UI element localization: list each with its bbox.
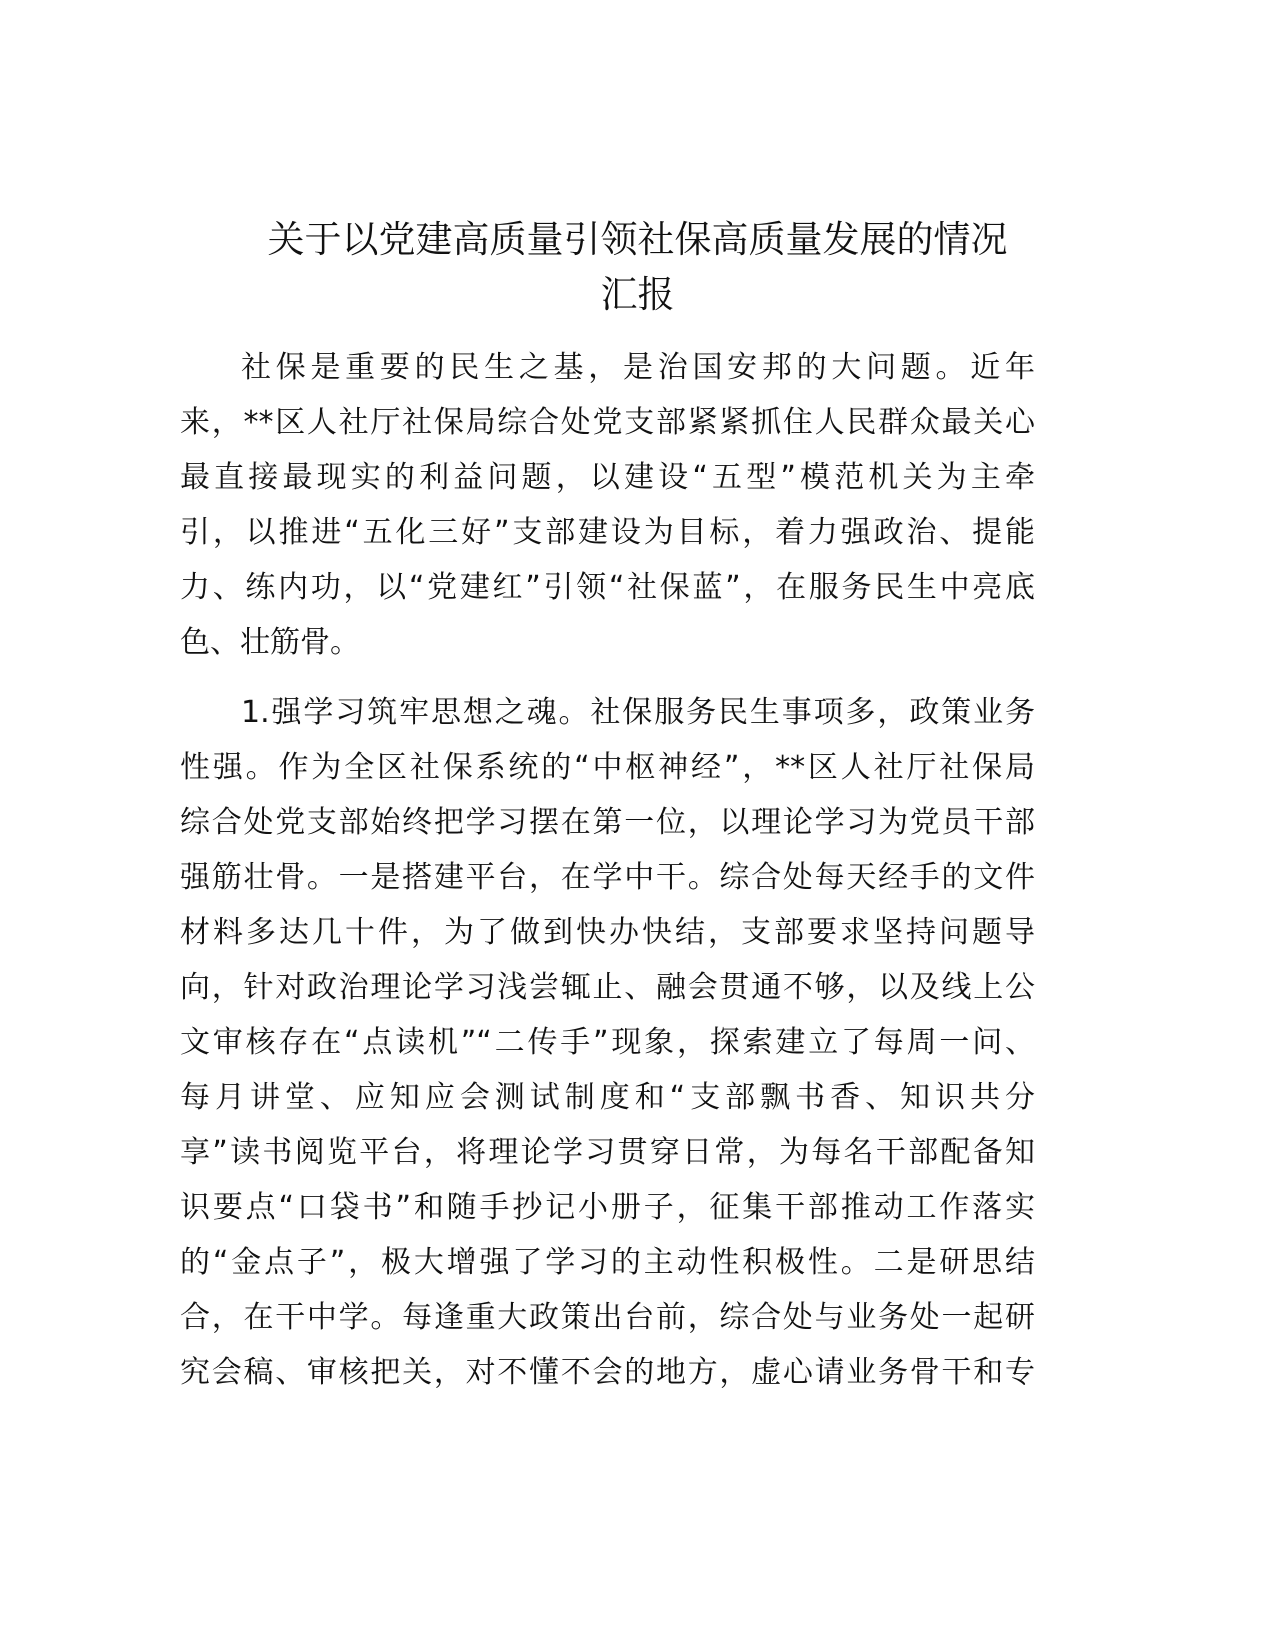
- text-line: 材料多达几十件，为了做到快办快结，支部要求坚持问题导: [180, 915, 1035, 950]
- paragraph-intro: [180, 340, 1035, 670]
- document-title-line-1: 关于以党建高质量引领社保高质量发展的情况: [267, 218, 1008, 261]
- text-line: 向，针对政治理论学习浅尝辄止、融会贯通不够，以及线上公: [180, 970, 1035, 1005]
- text-line: 强筋壮骨。一是搭建平台，在学中干。综合处每天经手的文件: [180, 860, 1035, 895]
- text-line: 性强。作为全区社保系统的“中枢神经”，**区人社厅社保局: [180, 750, 1035, 785]
- text-line: 力、练内功，以“党建红”引领“社保蓝”，在服务民生中亮底: [180, 570, 1035, 605]
- text-line: 引，以推进“五化三好”支部建设为目标，着力强政治、提能: [180, 515, 1035, 550]
- text-line: 社保是重要的民生之基，是治国安邦的大问题。近年: [241, 350, 1035, 385]
- text-line: 每月讲堂、应知应会测试制度和“支部飘书香、知识共分: [180, 1080, 1035, 1115]
- text-line: 的“金点子”，极大增强了学习的主动性积极性。二是研思结: [180, 1245, 1035, 1280]
- text-line: 文审核存在“点读机”“二传手”现象，探索建立了每周一问、: [180, 1025, 1035, 1060]
- document-title-line-2: 汇报: [600, 273, 675, 316]
- text-line: 来，**区人社厅社保局综合处党支部紧紧抓住人民群众最关心: [180, 405, 1035, 440]
- text-line: 色、壮筋骨。: [180, 625, 360, 660]
- text-line: 识要点“口袋书”和随手抄记小册子，征集干部推动工作落实: [180, 1190, 1035, 1225]
- paragraph-section-1: [180, 685, 1035, 1400]
- text-line: 1.强学习筑牢思想之魂。社保服务民生事项多，政策业务: [241, 695, 1035, 730]
- text-line: 最直接最现实的利益问题，以建设“五型”模范机关为主牵: [180, 460, 1035, 495]
- text-line: 综合处党支部始终把学习摆在第一位，以理论学习为党员干部: [180, 805, 1035, 840]
- text-line: 合，在干中学。每逢重大政策出台前，综合处与业务处一起研: [180, 1300, 1035, 1335]
- text-line: 究会稿、审核把关，对不懂不会的地方，虚心请业务骨干和专: [180, 1355, 1035, 1390]
- text-line: 享”读书阅览平台，将理论学习贯穿日常，为每名干部配备知: [180, 1135, 1035, 1170]
